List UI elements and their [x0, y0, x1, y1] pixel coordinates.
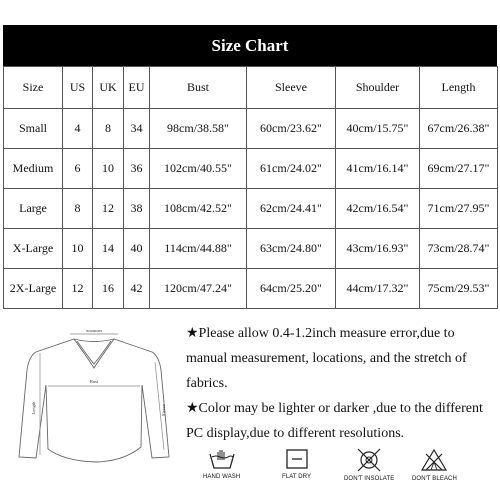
hand-wash-icon [207, 448, 237, 470]
flat-dry-icon [285, 448, 309, 470]
table-header-cell: Length [420, 67, 498, 109]
care-flat-dry [282, 448, 311, 500]
measure-lines [40, 334, 164, 455]
table-cell: 41cm/16.14" [336, 149, 420, 189]
table-cell: 8 [93, 109, 124, 149]
table-cell: 42 [124, 269, 150, 309]
flat-dry-label: FLAT DRY [282, 474, 312, 480]
table-cell: 63cm/24.80" [247, 229, 336, 269]
table-cell: 43cm/16.93" [336, 229, 420, 269]
table-cell: 44cm/17.32" [336, 269, 420, 309]
table-cell: X-Large [4, 229, 63, 269]
table-cell: 8 [63, 189, 93, 229]
table-cell: 12 [63, 269, 93, 309]
table-header-cell: UK [93, 67, 124, 109]
table-cell: 98cm/38.58" [150, 109, 247, 149]
table-cell: 114cm/44.88" [150, 229, 247, 269]
table-header-cell: US [63, 67, 93, 109]
table-row [4, 189, 498, 229]
care-dont-bleach [412, 448, 457, 500]
table-header-cell: Shoulder [336, 67, 420, 109]
size-chart-title [3, 25, 497, 66]
table-row [4, 269, 498, 309]
bust-label: Bust [89, 379, 99, 384]
care-dont-insolate [344, 448, 394, 500]
table-cell: 40 [124, 229, 150, 269]
table-header-cell: Bust [150, 67, 247, 109]
care-hand-wash [203, 448, 240, 500]
table-cell: 69cm/27.17" [420, 149, 498, 189]
size-table [3, 66, 498, 309]
table-cell: 10 [93, 149, 124, 189]
dont-bleach-label: DON'T BLEACH [412, 476, 457, 482]
table-cell: 102cm/40.55" [150, 149, 247, 189]
table-cell: 2X-Large [4, 269, 63, 309]
shirt-diagram [4, 330, 184, 480]
table-cell: 42cm/16.54" [336, 189, 420, 229]
table-cell: Medium [4, 149, 63, 189]
table-cell: 14 [93, 229, 124, 269]
table-cell: 108cm/42.52" [150, 189, 247, 229]
table-cell: 34 [124, 109, 150, 149]
table-cell: 4 [63, 109, 93, 149]
sleeve-label: Sleeve [161, 404, 166, 416]
table-cell: 12 [93, 189, 124, 229]
table-cell: 75cm/29.53" [420, 269, 498, 309]
table-cell: 67cm/26.38" [420, 109, 498, 149]
dont-bleach-icon [420, 448, 448, 472]
dont-insolate-label: DON'T INSOLATE [344, 476, 395, 482]
table-row [4, 229, 498, 269]
dont-insolate-icon [355, 448, 383, 472]
table-header-cell: EU [124, 67, 150, 109]
table-row [4, 109, 498, 149]
hand-wash-label: HAND WASH [203, 474, 241, 480]
title-text: Size Chart [211, 35, 289, 55]
table-header-cell: Sleeve [247, 67, 336, 109]
table-cell: 40cm/15.75" [336, 109, 420, 149]
table-cell: 36 [124, 149, 150, 189]
table-cell: 71cm/27.95" [420, 189, 498, 229]
table-header-cell: Size [4, 67, 63, 109]
table-cell: 62cm/24.41" [247, 189, 336, 229]
table-cell: 61cm/24.02" [247, 149, 336, 189]
table-cell: Small [4, 109, 63, 149]
note-color: ★Color may be lighter or darker ,due to the different PC display,due to different resolutions. [186, 401, 483, 441]
table-cell: 60cm/23.62" [247, 109, 336, 149]
length-label: Length [31, 401, 36, 415]
table-cell: 120cm/47.24" [150, 269, 247, 309]
table-cell: 16 [93, 269, 124, 309]
table-header-row [4, 67, 498, 109]
table-row [4, 149, 498, 189]
table-cell: 64cm/25.20" [247, 269, 336, 309]
table-cell: 6 [63, 149, 93, 189]
shoulder-label: Shoulder [85, 330, 103, 333]
notes-block [186, 321, 496, 446]
note-measure-error: ★Please allow 0.4-1.2inch measure error,due to manual measurement, locations, and the stretch of fabrics. [186, 326, 467, 391]
table-cell: Large [4, 189, 63, 229]
table-cell: 10 [63, 229, 93, 269]
shirt-outline [19, 339, 169, 462]
table-cell: 38 [124, 189, 150, 229]
table-cell: 73cm/28.74" [420, 229, 498, 269]
